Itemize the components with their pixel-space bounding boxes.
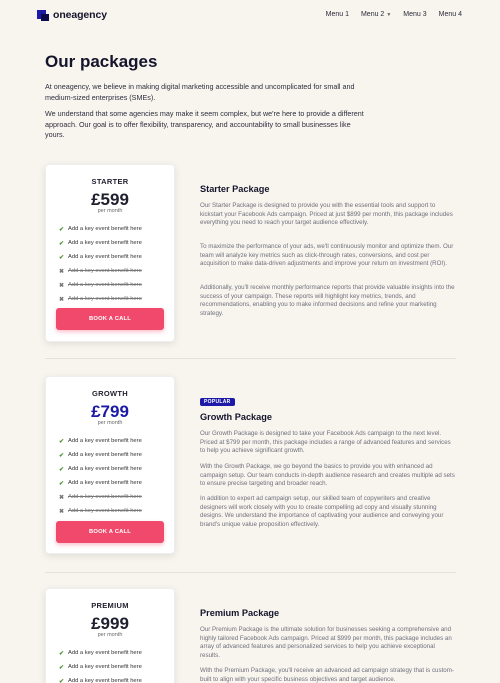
feature-item xyxy=(59,222,142,236)
menu-item-1[interactable]: Menu 1 xyxy=(325,11,349,18)
plan-name: STARTER xyxy=(91,177,129,186)
menu-item-2[interactable] xyxy=(361,11,391,18)
package-title: Growth Package xyxy=(200,412,272,422)
price-period: per month xyxy=(97,632,123,638)
check-icon: ✔ xyxy=(59,240,65,247)
package-paragraph: Our Starter Package is designed to provide you with the essential tools and support to kickstart your Facebook Ads campaign. Priced at just $899 per month, this package includes everything you need to reach your target audience effectively. xyxy=(200,202,453,227)
brand-logo[interactable] xyxy=(37,9,107,21)
feature-item xyxy=(59,278,142,292)
feature-text: Add a key event benefit here xyxy=(68,240,142,246)
check-icon: ✔ xyxy=(59,466,65,473)
brand-name: oneagency xyxy=(53,9,107,21)
feature-item xyxy=(59,264,142,278)
check-icon: ✔ xyxy=(59,480,65,487)
intro-paragraph: We understand that some agencies may make it seem complex, but we're here to provide a different approach. Our goal is to offer flexibility, transparency, and accountability to small businesses like yours. xyxy=(45,109,364,139)
section-divider xyxy=(45,358,456,359)
package-title: Starter Package xyxy=(200,184,270,194)
package-paragraph: With the Premium Package, you'll receive an advanced ad campaign strategy that is custom-built to align with your specific business objectives and target audience. xyxy=(200,667,454,683)
feature-text: Add a key event benefit here xyxy=(68,664,142,670)
package-paragraph: To maximize the performance of your ads, we'll continuously monitor and optimize them. Our team will analyze key metrics such as click-through rates, conversions, and cost per acquisition to make data-driven adjustments and improve your return on investment (ROI). xyxy=(200,243,454,268)
check-icon: ✔ xyxy=(59,664,65,671)
feature-text: Add a key event benefit here xyxy=(68,296,142,302)
feature-list xyxy=(59,434,142,518)
check-icon: ✔ xyxy=(59,226,65,233)
check-icon: ✔ xyxy=(59,452,65,459)
feature-item xyxy=(59,646,142,660)
feature-text: Add a key event benefit here xyxy=(68,508,142,514)
feature-text: Add a key event benefit here xyxy=(68,268,142,274)
feature-item xyxy=(59,250,142,264)
package-paragraph: With the Growth Package, we go beyond the basics to provide you with enhanced ad campaign setup. Our team conducts in-depth audience research and creates multiple ad sets to ensure precise targeting and broader reach. xyxy=(200,463,455,488)
feature-item xyxy=(59,462,142,476)
top-nav xyxy=(0,0,500,30)
book-call-button[interactable]: BOOK A CALL xyxy=(56,308,164,330)
feature-text: Add a key event benefit here xyxy=(68,466,142,472)
package-paragraph: In addition to expert ad campaign setup, our skilled team of copywriters and creative designers will work closely with you to create compelling ad copy and visually stunning designs. We understand the importance of captivating your audience and conveying your brand's unique value proposition effectively. xyxy=(200,495,444,529)
feature-list xyxy=(59,222,142,320)
check-icon: ✔ xyxy=(59,438,65,445)
section-divider xyxy=(45,572,456,573)
feature-item xyxy=(59,660,142,674)
cross-icon: ✖ xyxy=(59,282,65,289)
popular-badge: POPULAR xyxy=(200,398,235,406)
feature-item xyxy=(59,434,142,448)
feature-text: Add a key event benefit here xyxy=(68,226,142,232)
feature-item xyxy=(59,504,142,518)
package-paragraph: Our Premium Package is the ultimate solution for businesses seeking a comprehensive and highly tailored Facebook Ads campaign. Priced at $999 per month, this package includes an array of advanced features and personalized services to help you achieve exceptional results. xyxy=(200,626,452,660)
intro-paragraph: At oneagency, we believe in making digital marketing accessible and uncomplicated for small and medium-sized enterprises (SMEs). xyxy=(45,82,355,102)
feature-text: Add a key event benefit here xyxy=(68,494,142,500)
feature-item xyxy=(59,236,142,250)
cross-icon: ✖ xyxy=(59,508,65,515)
plan-price: £999 xyxy=(91,614,129,633)
feature-list xyxy=(59,646,142,683)
plan-name: PREMIUM xyxy=(91,601,129,610)
price-period: per month xyxy=(97,420,123,426)
plan-price: £599 xyxy=(91,190,129,209)
book-call-button[interactable]: BOOK A CALL xyxy=(56,521,164,543)
package-paragraph: Additionally, you'll receive monthly performance reports that provide valuable insights into the success of your campaign. These reports will highlight key metrics, trends, and recommendations, enabling you to make informed decisions and refine your marketing strategy. xyxy=(200,284,455,318)
menu-item-4[interactable]: Menu 4 xyxy=(438,11,462,18)
logo-mark-icon xyxy=(37,10,49,21)
pricing-card xyxy=(45,588,175,683)
feature-text: Add a key event benefit here xyxy=(68,452,142,458)
page-title: Our packages xyxy=(45,52,158,71)
pricing-card xyxy=(45,164,175,342)
feature-text: Add a key event benefit here xyxy=(68,480,142,486)
cross-icon: ✖ xyxy=(59,268,65,275)
feature-item xyxy=(59,490,142,504)
feature-item xyxy=(59,292,142,306)
feature-text: Add a key event benefit here xyxy=(68,650,142,656)
chevron-down-icon: ▼ xyxy=(386,12,392,18)
menu-item-3[interactable]: Menu 3 xyxy=(403,11,427,18)
cross-icon: ✖ xyxy=(59,494,65,501)
check-icon: ✔ xyxy=(59,650,65,657)
feature-item xyxy=(59,476,142,490)
check-icon: ✔ xyxy=(59,678,65,683)
plan-price: £799 xyxy=(91,402,129,421)
main-menu xyxy=(326,11,462,18)
feature-text: Add a key event benefit here xyxy=(68,438,142,444)
feature-text: Add a key event benefit here xyxy=(68,282,142,288)
feature-item xyxy=(59,674,142,683)
cross-icon: ✖ xyxy=(59,296,65,303)
package-title: Premium Package xyxy=(200,608,280,618)
feature-text: Add a key event benefit here xyxy=(68,678,142,683)
pricing-card xyxy=(45,376,175,554)
menu-item-2-label: Menu 2 xyxy=(360,11,385,18)
feature-item xyxy=(59,448,142,462)
plan-name: GROWTH xyxy=(92,389,128,398)
price-period: per month xyxy=(97,208,123,214)
package-paragraph: Our Growth Package is designed to take your Facebook Ads campaign to the next level. Priced at $799 per month, this package includes a range of advanced features and services to help you achieve significant growth. xyxy=(200,430,451,455)
feature-text: Add a key event benefit here xyxy=(68,254,142,260)
check-icon: ✔ xyxy=(59,254,65,261)
